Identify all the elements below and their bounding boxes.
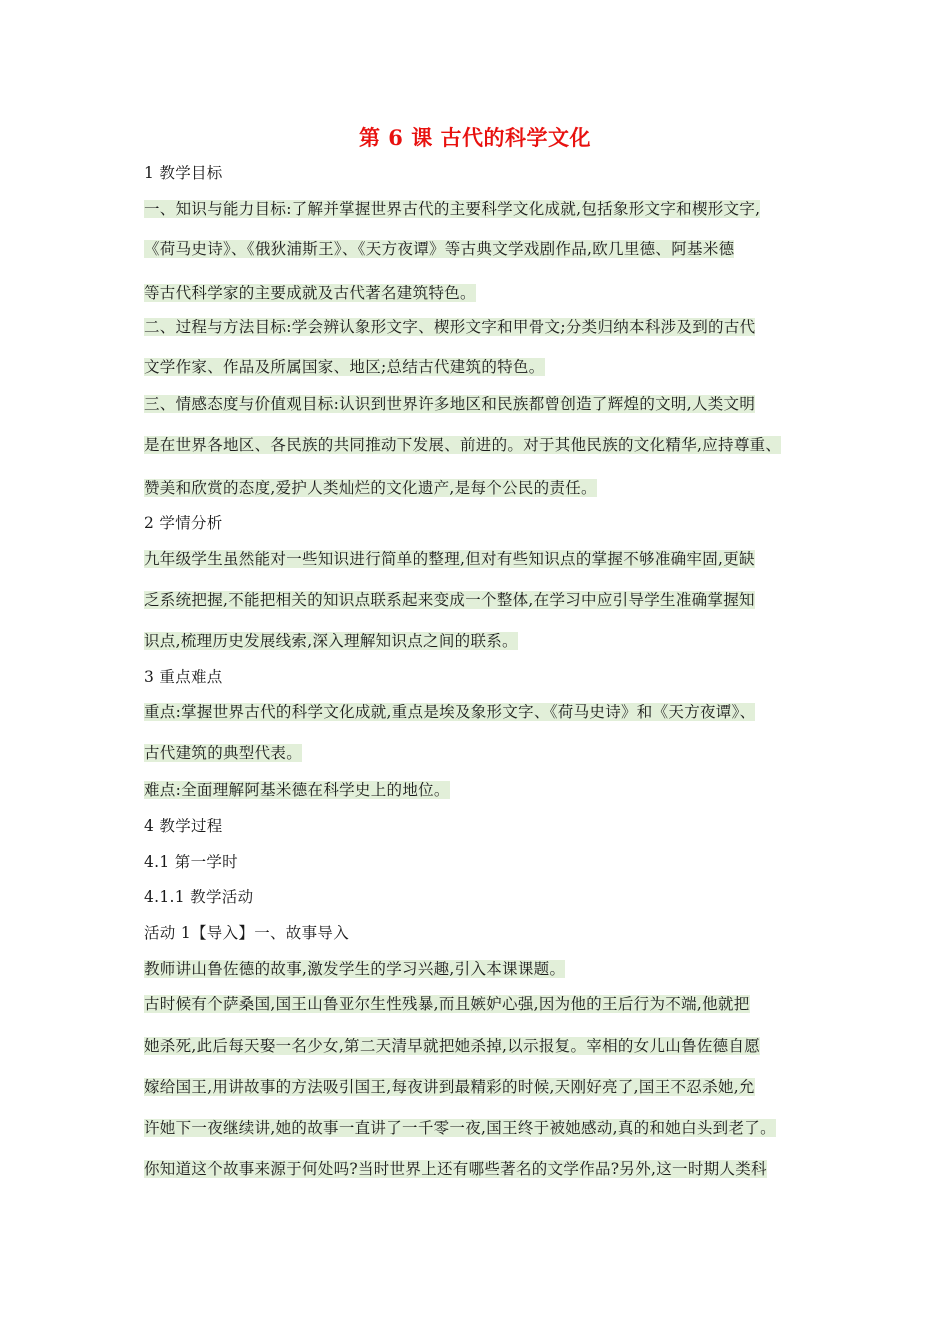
section-heading: 1 教学目标 xyxy=(144,164,223,182)
section-heading: 4.1 第一学时 xyxy=(144,853,238,871)
body-paragraph-line: 你知道这个故事来源于何处吗?当时世界上还有哪些著名的文学作品?另外,这一时期人类科 xyxy=(144,1160,767,1178)
body-paragraph-line: 赞美和欣赏的态度,爱护人类灿烂的文化遗产,是每个公民的责任。 xyxy=(144,479,597,497)
body-paragraph-line: 一、知识与能力目标:了解并掌握世界古代的主要科学文化成就,包括象形文字和楔形文字, xyxy=(144,200,761,218)
body-paragraph-line: 《荷马史诗》、《俄狄浦斯王》、《天方夜谭》等古典文学戏剧作品,欧几里德、阿基米德 xyxy=(144,240,735,258)
body-paragraph-line: 三、情感态度与价值观目标:认识到世界许多地区和民族都曾创造了辉煌的文明,人类文明 xyxy=(144,395,756,413)
section-heading: 4.1.1 教学活动 xyxy=(144,888,254,906)
section-heading: 活动 1【导入】一、故事导入 xyxy=(144,924,349,942)
body-paragraph-line: 乏系统把握,不能把相关的知识点联系起来变成一个整体,在学习中应引导学生准确掌握知 xyxy=(144,591,755,609)
section-heading: 3 重点难点 xyxy=(144,668,223,686)
section-heading: 2 学情分析 xyxy=(144,514,223,532)
lesson-title: 第 6 课 古代的科学文化 xyxy=(358,125,592,150)
section-heading: 4 教学过程 xyxy=(144,817,223,835)
body-paragraph-line: 嫁给国王,用讲故事的方法吸引国王,每夜讲到最精彩的时候,天刚好亮了,国王不忍杀她,允 xyxy=(144,1078,755,1096)
body-paragraph-line: 九年级学生虽然能对一些知识进行简单的整理,但对有些知识点的掌握不够准确牢固,更缺 xyxy=(144,550,755,568)
body-paragraph-line: 重点:掌握世界古代的科学文化成就,重点是埃及象形文字、《荷马史诗》和《天方夜谭》、 xyxy=(144,703,756,721)
body-paragraph-line: 是在世界各地区、各民族的共同推动下发展、前进的。对于其他民族的文化精华,应持尊重、 xyxy=(144,436,782,454)
body-paragraph-line: 二、过程与方法目标:学会辨认象形文字、楔形文字和甲骨文;分类归纳本科涉及到的古代 xyxy=(144,318,756,336)
body-paragraph-line: 识点,梳理历史发展线索,深入理解知识点之间的联系。 xyxy=(144,632,518,650)
body-paragraph-line: 文学作家、作品及所属国家、地区;总结古代建筑的特色。 xyxy=(144,358,545,376)
body-paragraph-line: 许她下一夜继续讲,她的故事一直讲了一千零一夜,国王终于被她感动,真的和她白头到老了。 xyxy=(144,1119,776,1137)
body-paragraph-line: 古时候有个萨桑国,国王山鲁亚尔生性残暴,而且嫉妒心强,因为他的王后行为不端,他就把 xyxy=(144,995,750,1013)
body-paragraph-line: 古代建筑的典型代表。 xyxy=(144,744,303,762)
body-paragraph-line: 她杀死,此后每天娶一名少女,第二天清早就把她杀掉,以示报复。宰相的女儿山鲁佐德自愿 xyxy=(144,1037,761,1055)
body-paragraph-line: 等古代科学家的主要成就及古代著名建筑特色。 xyxy=(144,284,476,302)
body-paragraph-line: 教师讲山鲁佐德的故事,激发学生的学习兴趣,引入本课课题。 xyxy=(144,960,566,978)
body-paragraph-line: 难点:全面理解阿基米德在科学史上的地位。 xyxy=(144,781,450,799)
